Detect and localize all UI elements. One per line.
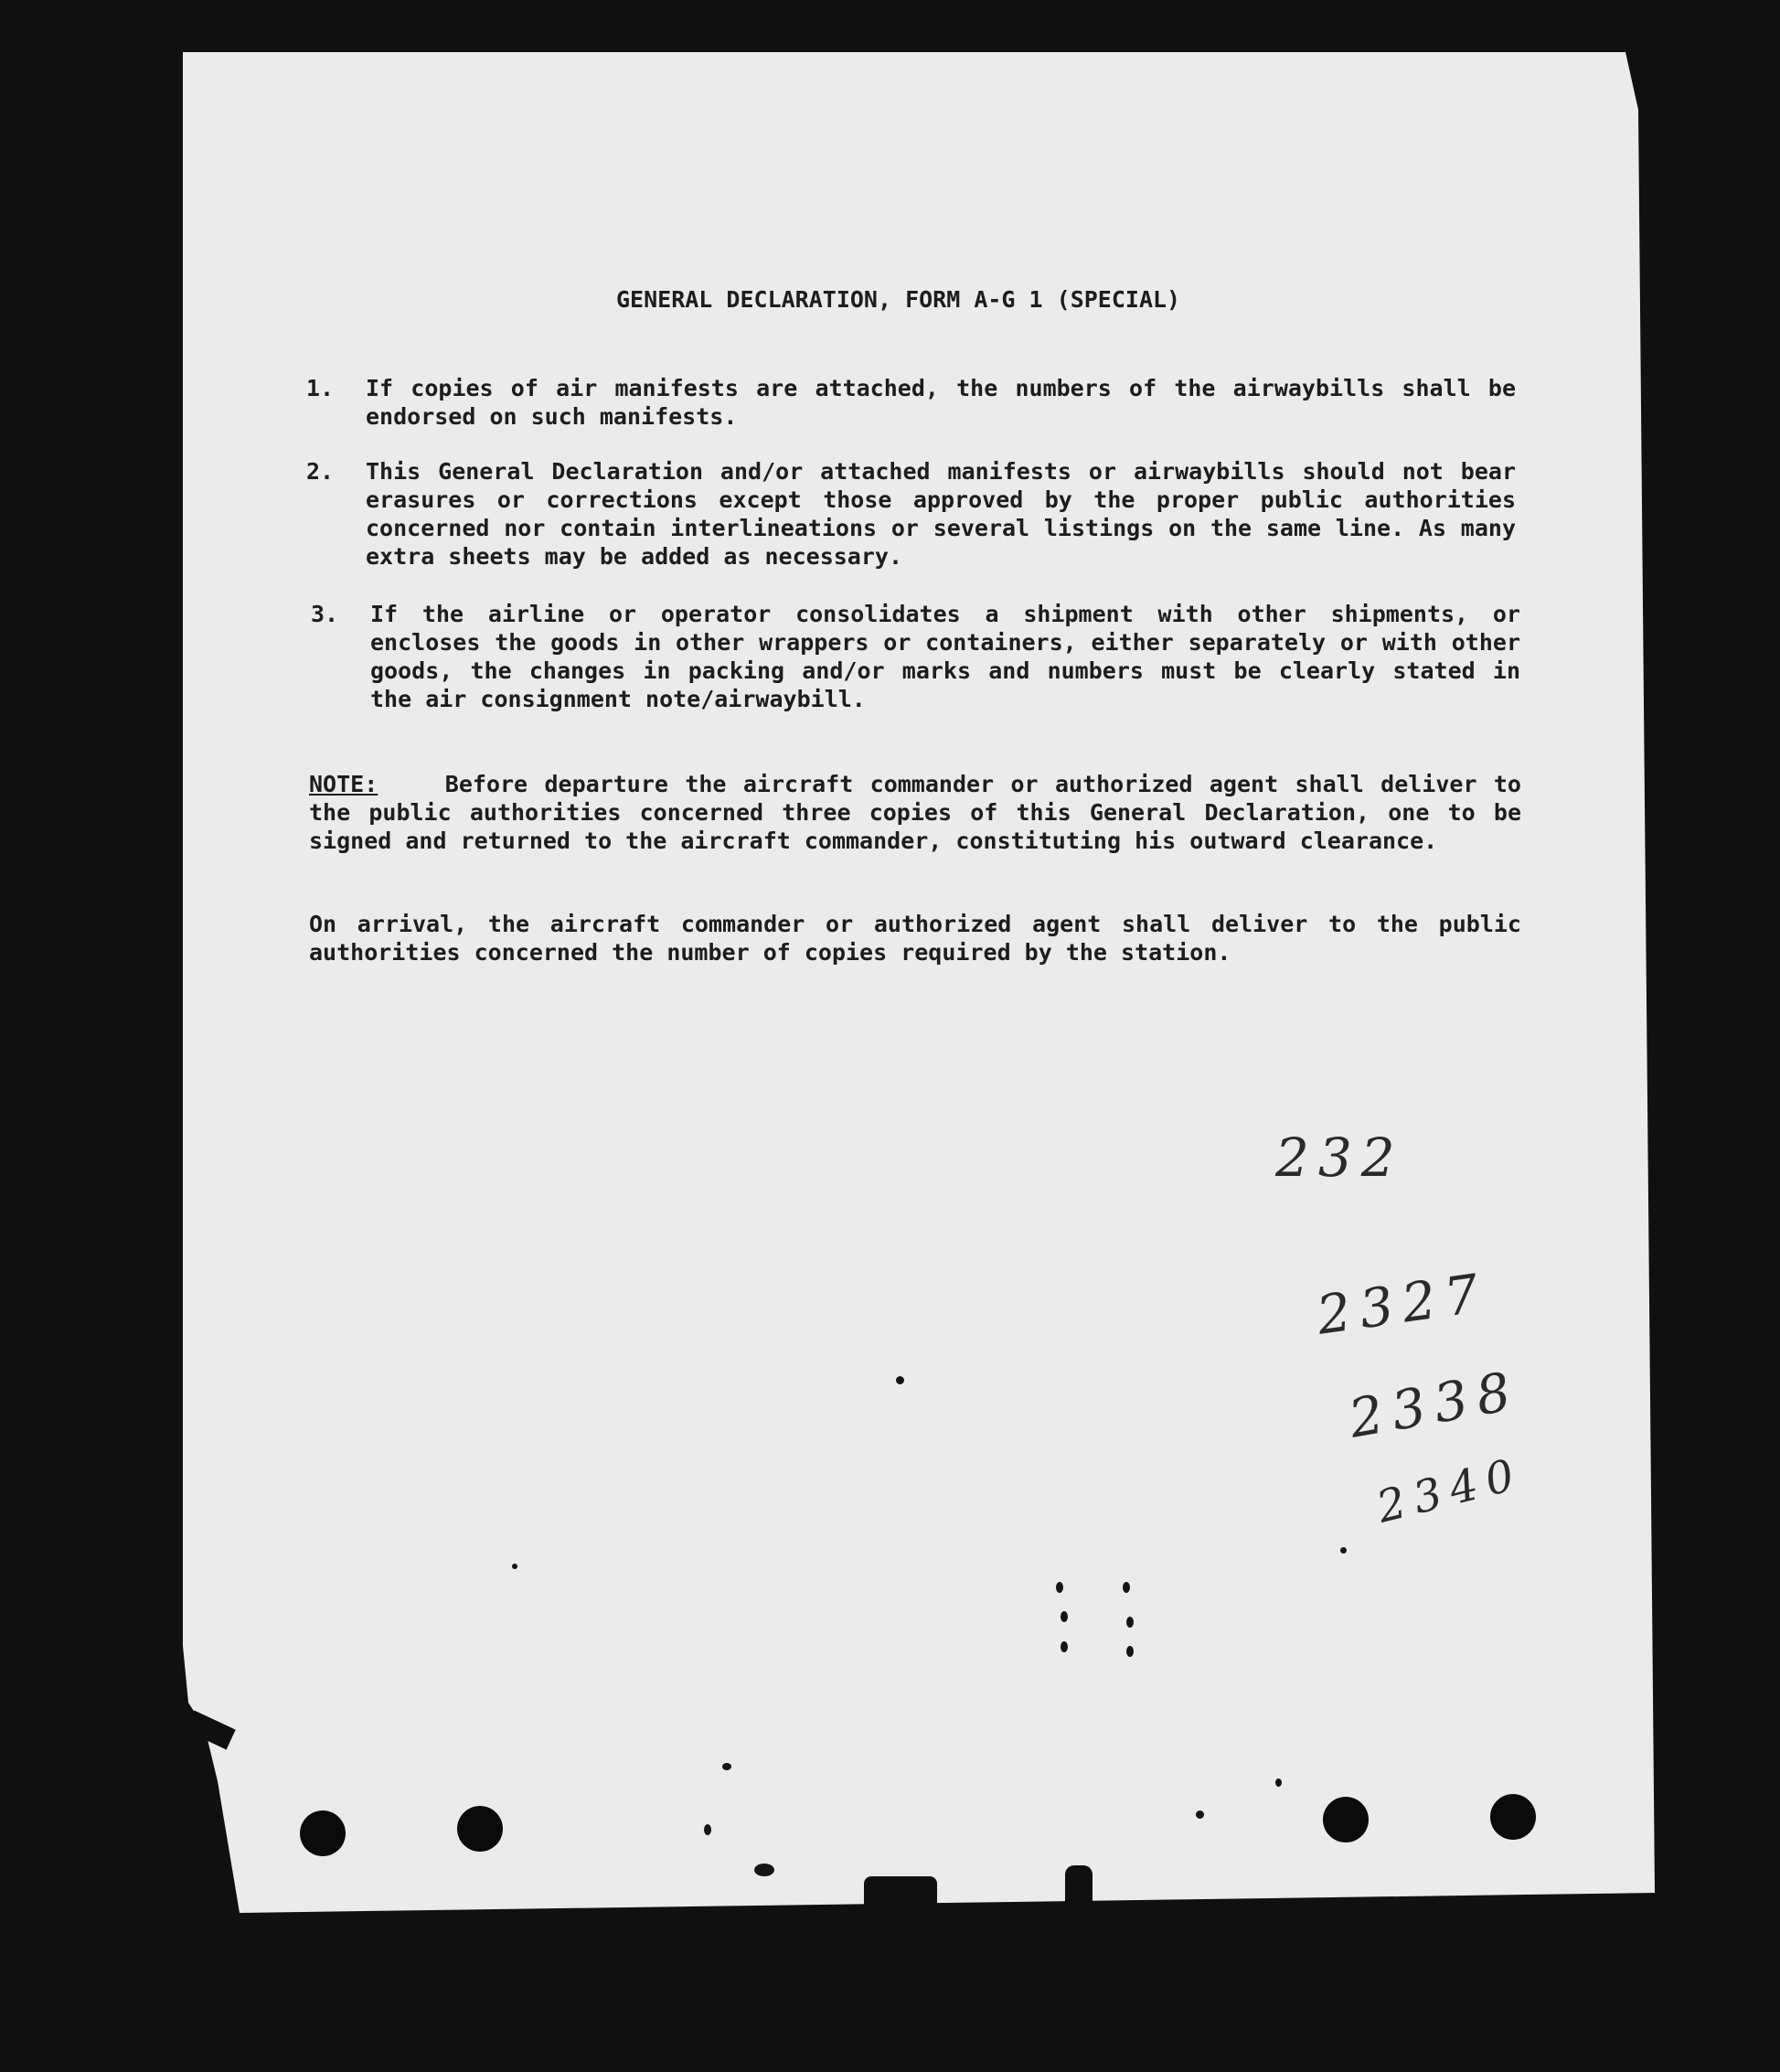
punch-hole — [300, 1810, 346, 1856]
torn-edge — [1065, 1865, 1093, 1916]
torn-edge — [864, 1876, 937, 1917]
ink-speck — [1340, 1547, 1347, 1554]
ink-speck — [1275, 1778, 1282, 1787]
ink-speck — [1061, 1641, 1068, 1652]
arrival-paragraph: On arrival, the aircraft commander or authorized agent shall deliver to the public authorities concerned the number of copies required by the station. — [309, 911, 1521, 966]
handwritten-number-4: 2340 — [1371, 1447, 1529, 1533]
punch-hole — [457, 1806, 503, 1852]
ink-speck — [1126, 1646, 1134, 1657]
ink-speck — [1061, 1611, 1068, 1622]
ink-speck — [896, 1376, 904, 1384]
document-title: GENERAL DECLARATION, FORM A-G 1 (SPECIAL) — [616, 286, 1181, 313]
item-text-3: If the airline or operator consolidates a shipment with other shipments, or encloses the goods in other wrappers or containers, either separately or with other goods, the changes in packing and/or marks and numbers must be clearly stated in the air consignment note/airwaybill. — [370, 601, 1520, 712]
ink-speck — [1196, 1810, 1204, 1819]
ink-speck — [512, 1564, 517, 1569]
handwritten-number-2: 2327 — [1313, 1261, 1492, 1347]
ink-speck — [704, 1824, 711, 1835]
ink-speck — [1123, 1582, 1130, 1593]
ink-speck — [1126, 1617, 1134, 1628]
item-number-2: 2. — [306, 458, 335, 485]
note-text: Before departure the aircraft commander or authorized agent shall deliver to the public authorities concerned three copies of this General Declaration, one to be signed and returned to the aircraft commander, constituting his outward clearance. — [309, 771, 1521, 854]
handwritten-number-3: 2338 — [1344, 1359, 1525, 1450]
handwritten-number-1: 232 — [1275, 1127, 1404, 1189]
punch-hole — [1490, 1794, 1536, 1840]
ink-speck — [722, 1763, 731, 1770]
item-number-3: 3. — [311, 601, 339, 627]
item-number-1: 1. — [306, 375, 335, 401]
note-paragraph — [309, 770, 1521, 855]
item-text-1: If copies of air manifests are attached, the numbers of the airwaybills shall be endorsed on such manifests. — [366, 375, 1516, 430]
ink-speck — [1056, 1582, 1063, 1593]
item-text-2: This General Declaration and/or attached manifests or airwaybills should not bear erasures or corrections except those approved by the proper public authorities concerned nor contain interlineations or several listings on the same line. As many extra sheets may be added as necessary. — [366, 458, 1516, 570]
ink-speck — [754, 1864, 774, 1876]
punch-hole — [1323, 1797, 1369, 1842]
note-label: NOTE: — [309, 771, 378, 797]
